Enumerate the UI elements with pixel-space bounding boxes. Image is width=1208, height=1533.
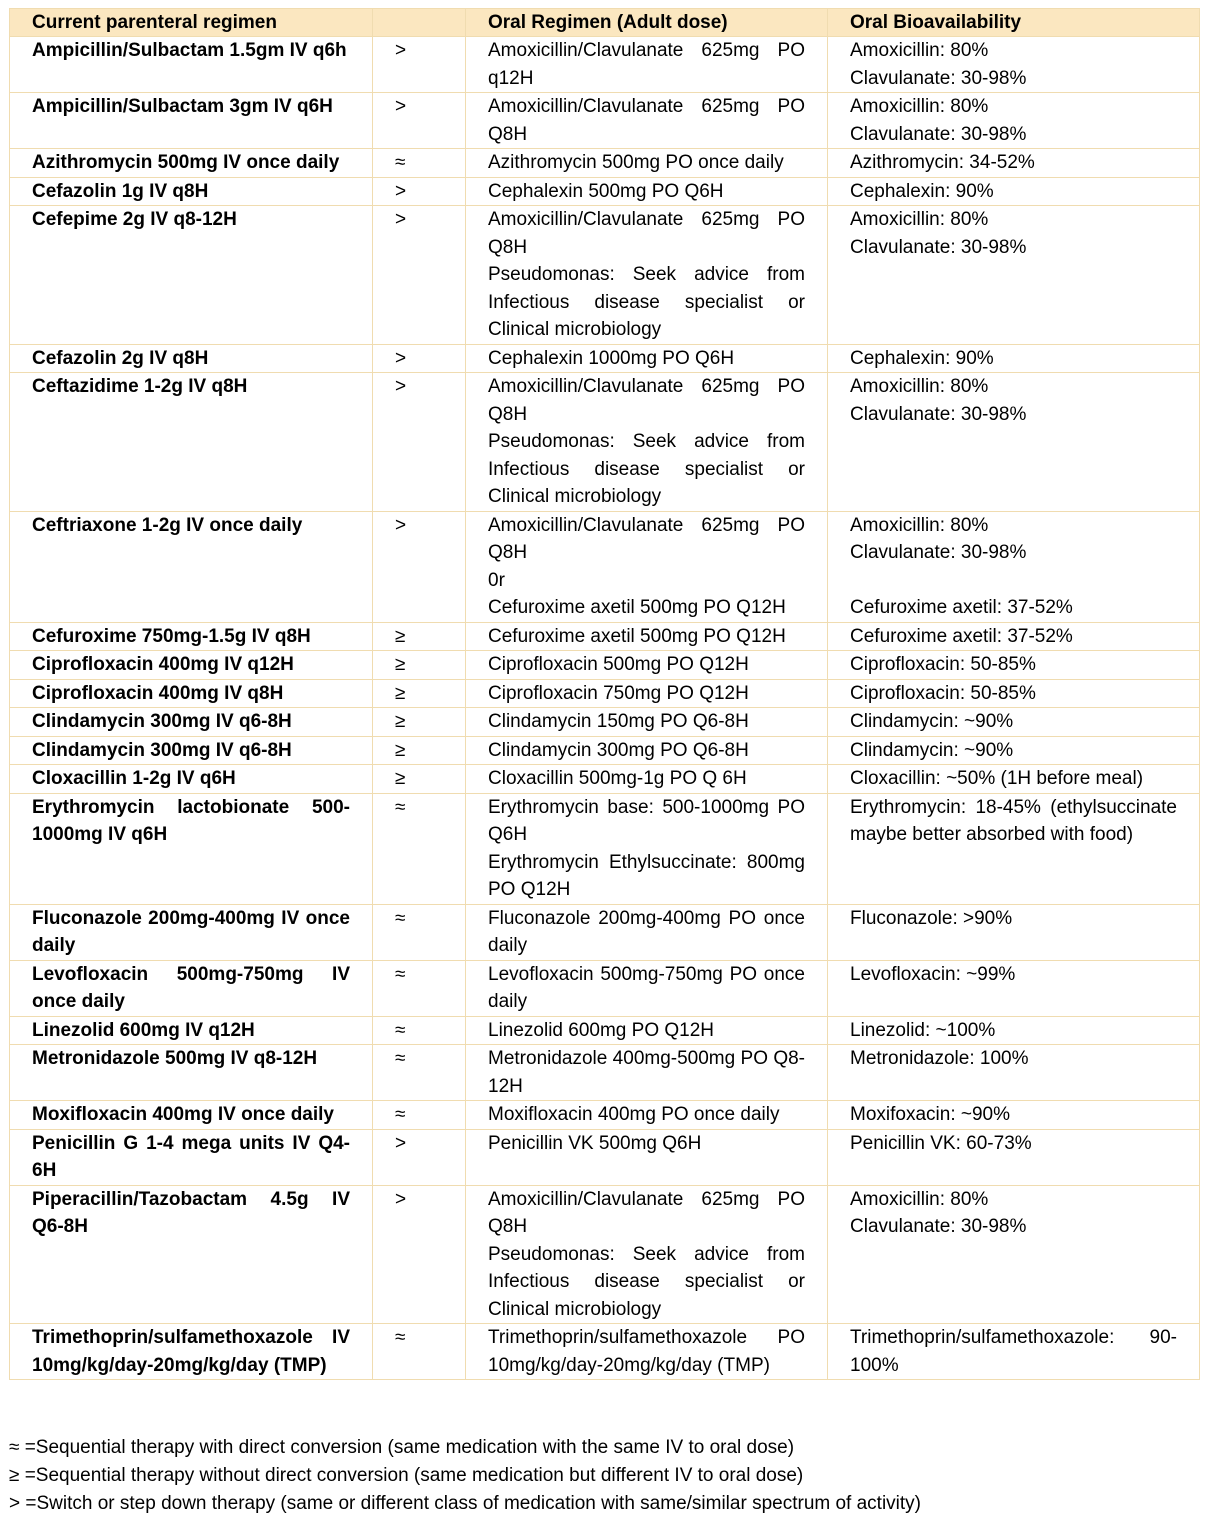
- parenteral-regimen: Cefazolin 2g IV q8H: [10, 344, 373, 373]
- oral-bioavailability: [828, 793, 1200, 904]
- bioavailability-line: Clavulanate: 30-98%: [850, 236, 1027, 258]
- oral-regimen: [466, 1045, 828, 1101]
- oral-bioavailability: [828, 177, 1200, 206]
- table-row: [10, 1185, 1200, 1324]
- bioavailability-line: Amoxicillin: 80%: [850, 40, 989, 61]
- bioavailability-line: Clindamycin: ~90%: [850, 739, 1014, 761]
- oral-bioavailability: [828, 344, 1200, 373]
- oral-bioavailability: [828, 651, 1200, 680]
- therapy-symbol: ≥: [373, 708, 466, 737]
- parenteral-regimen: Cefuroxime 750mg-1.5g IV q8H: [10, 622, 373, 651]
- oral-regimen-line: Cefuroxime axetil 500mg PO Q12H: [488, 625, 786, 647]
- bioavailability-line: Azithromycin: 34-52%: [850, 152, 1035, 173]
- table-row: [10, 1324, 1200, 1380]
- oral-regimen-line: Linezolid 600mg PO Q12H: [488, 1019, 715, 1041]
- bioavailability-line: Cefuroxime axetil: 37-52%: [850, 625, 1073, 647]
- oral-regimen: [466, 344, 828, 373]
- oral-regimen: [466, 511, 828, 622]
- therapy-symbol: >: [373, 177, 466, 206]
- therapy-symbol: ≈: [373, 1045, 466, 1101]
- oral-bioavailability: [828, 373, 1200, 512]
- bioavailability-line: Cefuroxime axetil: 37-52%: [850, 597, 1073, 618]
- parenteral-regimen: Trimethoprin/sulfamethoxazole IV 10mg/kg/day-20mg/kg/day (TMP): [10, 1324, 373, 1380]
- bioavailability-line: Fluconazole: >90%: [850, 907, 1013, 929]
- parenteral-regimen: Linezolid 600mg IV q12H: [10, 1016, 373, 1045]
- bioavailability-line: Metronidazole: 100%: [850, 1048, 1029, 1069]
- header-bioavailability: Oral Bioavailability: [828, 9, 1200, 37]
- oral-bioavailability: [828, 765, 1200, 794]
- oral-regimen: [466, 206, 828, 345]
- table-row: [10, 511, 1200, 622]
- oral-regimen-line: Cloxacillin 500mg-1g PO Q 6H: [488, 768, 747, 789]
- parenteral-regimen: Cefazolin 1g IV q8H: [10, 177, 373, 206]
- oral-regimen: [466, 736, 828, 765]
- bioavailability-line: Amoxicillin: 80%: [850, 209, 989, 230]
- oral-regimen-line: Amoxicillin/Clavulanate 625mg PO Q8H: [488, 96, 805, 145]
- oral-bioavailability: [828, 622, 1200, 651]
- table-row: [10, 93, 1200, 149]
- oral-regimen: [466, 651, 828, 680]
- therapy-symbol: ≥: [373, 736, 466, 765]
- therapy-symbol: >: [373, 37, 466, 93]
- parenteral-regimen: Ampicillin/Sulbactam 3gm IV q6H: [10, 93, 373, 149]
- bioavailability-line: Amoxicillin: 80%: [850, 1188, 989, 1210]
- oral-bioavailability: [828, 904, 1200, 960]
- oral-regimen-line: Erythromycin base: 500-1000mg PO Q6H: [488, 796, 805, 845]
- oral-bioavailability: [828, 736, 1200, 765]
- oral-bioavailability: [828, 960, 1200, 1016]
- therapy-symbol: ≥: [373, 679, 466, 708]
- oral-bioavailability: [828, 1324, 1200, 1380]
- oral-bioavailability: [828, 511, 1200, 622]
- oral-regimen: [466, 37, 828, 93]
- oral-regimen: [466, 904, 828, 960]
- table-row: [10, 1045, 1200, 1101]
- therapy-symbol: ≥: [373, 622, 466, 651]
- oral-regimen-line: Moxifloxacin 400mg PO once daily: [488, 1104, 780, 1125]
- table-row: [10, 651, 1200, 680]
- table-row: [10, 708, 1200, 737]
- therapy-symbol: ≥: [373, 651, 466, 680]
- oral-regimen: [466, 1185, 828, 1324]
- parenteral-regimen: Metronidazole 500mg IV q8-12H: [10, 1045, 373, 1101]
- oral-regimen-line: 0r: [488, 569, 505, 591]
- oral-regimen-line: Levofloxacin 500mg-750mg PO once daily: [488, 963, 805, 1012]
- parenteral-regimen: Clindamycin 300mg IV q6-8H: [10, 736, 373, 765]
- parenteral-regimen: Clindamycin 300mg IV q6-8H: [10, 708, 373, 737]
- oral-regimen-line: Pseudomonas: Seek advice from Infectious disease specialist or Clinical microbiology: [488, 1243, 805, 1320]
- table-row: [10, 904, 1200, 960]
- bioavailability-line: Clavulanate: 30-98%: [850, 403, 1027, 425]
- legend: [9, 1434, 921, 1518]
- bioavailability-line: Clavulanate: 30-98%: [850, 67, 1027, 89]
- oral-regimen: [466, 93, 828, 149]
- oral-regimen-line: Ciprofloxacin 500mg PO Q12H: [488, 654, 749, 675]
- therapy-symbol: >: [373, 344, 466, 373]
- parenteral-regimen: Fluconazole 200mg-400mg IV once daily: [10, 904, 373, 960]
- bioavailability-line: Penicillin VK: 60-73%: [850, 1132, 1032, 1154]
- oral-regimen: [466, 1016, 828, 1045]
- therapy-symbol: >: [373, 1185, 466, 1324]
- oral-regimen-line: Cephalexin 500mg PO Q6H: [488, 180, 724, 202]
- oral-regimen: [466, 177, 828, 206]
- oral-regimen-line: Cephalexin 1000mg PO Q6H: [488, 347, 735, 369]
- header-oral: Oral Regimen (Adult dose): [466, 9, 828, 37]
- therapy-symbol: ≈: [373, 904, 466, 960]
- bioavailability-line: Amoxicillin: 80%: [850, 376, 989, 397]
- table-row: [10, 177, 1200, 206]
- therapy-symbol: ≈: [373, 960, 466, 1016]
- oral-regimen: [466, 679, 828, 708]
- table-row: [10, 1016, 1200, 1045]
- bioavailability-line: Amoxicillin: 80%: [850, 96, 989, 117]
- bioavailability-line: [850, 567, 1177, 595]
- bioavailability-line: Clavulanate: 30-98%: [850, 542, 1027, 563]
- table-row: [10, 960, 1200, 1016]
- therapy-symbol: ≈: [373, 149, 466, 178]
- oral-regimen: [466, 622, 828, 651]
- bioavailability-line: Trimethoprin/sulfamethoxazole: 90-100%: [850, 1327, 1177, 1376]
- bioavailability-line: Moxifoxacin: ~90%: [850, 1104, 1010, 1125]
- therapy-symbol: >: [373, 511, 466, 622]
- oral-bioavailability: [828, 1129, 1200, 1185]
- therapy-symbol: ≥: [373, 765, 466, 794]
- table-row: [10, 206, 1200, 345]
- oral-bioavailability: [828, 149, 1200, 178]
- oral-bioavailability: [828, 1045, 1200, 1101]
- table-row: [10, 149, 1200, 178]
- oral-regimen-line: Clindamycin 150mg PO Q6-8H: [488, 711, 749, 732]
- oral-bioavailability: [828, 1101, 1200, 1130]
- therapy-symbol: >: [373, 373, 466, 512]
- table-row: [10, 344, 1200, 373]
- parenteral-regimen: Ceftriaxone 1-2g IV once daily: [10, 511, 373, 622]
- parenteral-regimen: Cefepime 2g IV q8-12H: [10, 206, 373, 345]
- oral-regimen-line: Pseudomonas: Seek advice from Infectious disease specialist or Clinical microbiology: [488, 264, 805, 340]
- legend-switch-step-down: > =Switch or step down therapy (same or different class of medication with same/similar spectrum of activity): [9, 1493, 922, 1514]
- oral-regimen: [466, 793, 828, 904]
- table-row: [10, 1129, 1200, 1185]
- header-symbol: [373, 9, 466, 37]
- oral-regimen-line: Cefuroxime axetil 500mg PO Q12H: [488, 597, 786, 618]
- legend-no-direct-conversion: ≥ =Sequential therapy without direct conversion (same medication but different IV to oral dose): [9, 1465, 804, 1486]
- bioavailability-line: Amoxicillin: 80%: [850, 514, 989, 536]
- table-header-row: [10, 9, 1200, 37]
- bioavailability-line: Ciprofloxacin: 50-85%: [850, 654, 1036, 675]
- bioavailability-line: Clavulanate: 30-98%: [850, 1216, 1027, 1237]
- oral-regimen-line: Amoxicillin/Clavulanate 625mg PO q12H: [488, 40, 805, 89]
- oral-regimen: [466, 373, 828, 512]
- oral-regimen-line: Pseudomonas: Seek advice from Infectious disease specialist or Clinical microbiology: [488, 431, 805, 507]
- table-row: [10, 373, 1200, 512]
- parenteral-regimen: Erythromycin lactobionate 500-1000mg IV q6H: [10, 793, 373, 904]
- oral-regimen-line: Metronidazole 400mg-500mg PO Q8-12H: [488, 1048, 805, 1097]
- table-row: [10, 793, 1200, 904]
- bioavailability-line: Cephalexin: 90%: [850, 180, 994, 202]
- oral-regimen: [466, 1101, 828, 1130]
- header-parenteral: Current parenteral regimen: [10, 9, 373, 37]
- oral-regimen-line: Penicillin VK 500mg Q6H: [488, 1132, 702, 1154]
- parenteral-regimen: Ciprofloxacin 400mg IV q12H: [10, 651, 373, 680]
- oral-bioavailability: [828, 206, 1200, 345]
- oral-regimen-line: Ciprofloxacin 750mg PO Q12H: [488, 682, 749, 704]
- parenteral-regimen: Ampicillin/Sulbactam 1.5gm IV q6h: [10, 37, 373, 93]
- oral-bioavailability: [828, 37, 1200, 93]
- bioavailability-line: Ciprofloxacin: 50-85%: [850, 682, 1036, 704]
- bioavailability-line: Cephalexin: 90%: [850, 347, 994, 369]
- parenteral-regimen: Ceftazidime 1-2g IV q8H: [10, 373, 373, 512]
- table-row: [10, 679, 1200, 708]
- table-row: [10, 765, 1200, 794]
- therapy-symbol: >: [373, 93, 466, 149]
- bioavailability-line: Levofloxacin: ~99%: [850, 963, 1016, 985]
- therapy-symbol: ≈: [373, 1016, 466, 1045]
- bioavailability-line: Linezolid: ~100%: [850, 1019, 996, 1041]
- parenteral-regimen: Cloxacillin 1-2g IV q6H: [10, 765, 373, 794]
- therapy-symbol: >: [373, 206, 466, 345]
- oral-regimen-line: Amoxicillin/Clavulanate 625mg PO Q8H: [488, 376, 805, 425]
- therapy-symbol: >: [373, 1129, 466, 1185]
- legend-direct-conversion: ≈ =Sequential therapy with direct conversion (same medication with the same IV to oral dose): [9, 1437, 795, 1458]
- oral-bioavailability: [828, 1016, 1200, 1045]
- oral-regimen: [466, 708, 828, 737]
- parenteral-regimen: Piperacillin/Tazobactam 4.5g IV Q6-8H: [10, 1185, 373, 1324]
- bioavailability-line: Erythromycin: 18-45% (ethylsuccinate maybe better absorbed with food): [850, 796, 1177, 845]
- parenteral-regimen: Azithromycin 500mg IV once daily: [10, 149, 373, 178]
- bioavailability-line: Clavulanate: 30-98%: [850, 123, 1027, 145]
- bioavailability-line: Clindamycin: ~90%: [850, 711, 1014, 732]
- therapy-symbol: ≈: [373, 1324, 466, 1380]
- oral-regimen-line: Amoxicillin/Clavulanate 625mg PO Q8H: [488, 514, 805, 563]
- table-row: [10, 1101, 1200, 1130]
- table-row: [10, 37, 1200, 93]
- parenteral-regimen: Ciprofloxacin 400mg IV q8H: [10, 679, 373, 708]
- parenteral-regimen: Penicillin G 1-4 mega units IV Q4-6H: [10, 1129, 373, 1185]
- parenteral-regimen: Levofloxacin 500mg-750mg IV once daily: [10, 960, 373, 1016]
- oral-regimen-line: Amoxicillin/Clavulanate 625mg PO Q8H: [488, 1188, 805, 1237]
- parenteral-regimen: Moxifloxacin 400mg IV once daily: [10, 1101, 373, 1130]
- oral-regimen-line: Fluconazole 200mg-400mg PO once daily: [488, 907, 805, 956]
- oral-regimen: [466, 765, 828, 794]
- bioavailability-line: Cloxacillin: ~50% (1H before meal): [850, 768, 1144, 789]
- table-row: [10, 736, 1200, 765]
- oral-bioavailability: [828, 679, 1200, 708]
- oral-regimen-line: Trimethoprin/sulfamethoxazole PO 10mg/kg/day-20mg/kg/day (TMP): [488, 1327, 805, 1376]
- table-row: [10, 622, 1200, 651]
- oral-regimen-line: Erythromycin Ethylsuccinate: 800mg PO Q12H: [488, 851, 805, 900]
- oral-regimen: [466, 1324, 828, 1380]
- oral-bioavailability: [828, 1185, 1200, 1324]
- oral-regimen: [466, 960, 828, 1016]
- oral-regimen-line: Clindamycin 300mg PO Q6-8H: [488, 739, 749, 761]
- antibiotic-conversion-table: [9, 8, 1200, 1380]
- oral-regimen: [466, 149, 828, 178]
- oral-regimen-line: Amoxicillin/Clavulanate 625mg PO Q8H: [488, 209, 805, 258]
- therapy-symbol: ≈: [373, 1101, 466, 1130]
- oral-bioavailability: [828, 708, 1200, 737]
- therapy-symbol: ≈: [373, 793, 466, 904]
- oral-regimen: [466, 1129, 828, 1185]
- oral-bioavailability: [828, 93, 1200, 149]
- oral-regimen-line: Azithromycin 500mg PO once daily: [488, 152, 784, 173]
